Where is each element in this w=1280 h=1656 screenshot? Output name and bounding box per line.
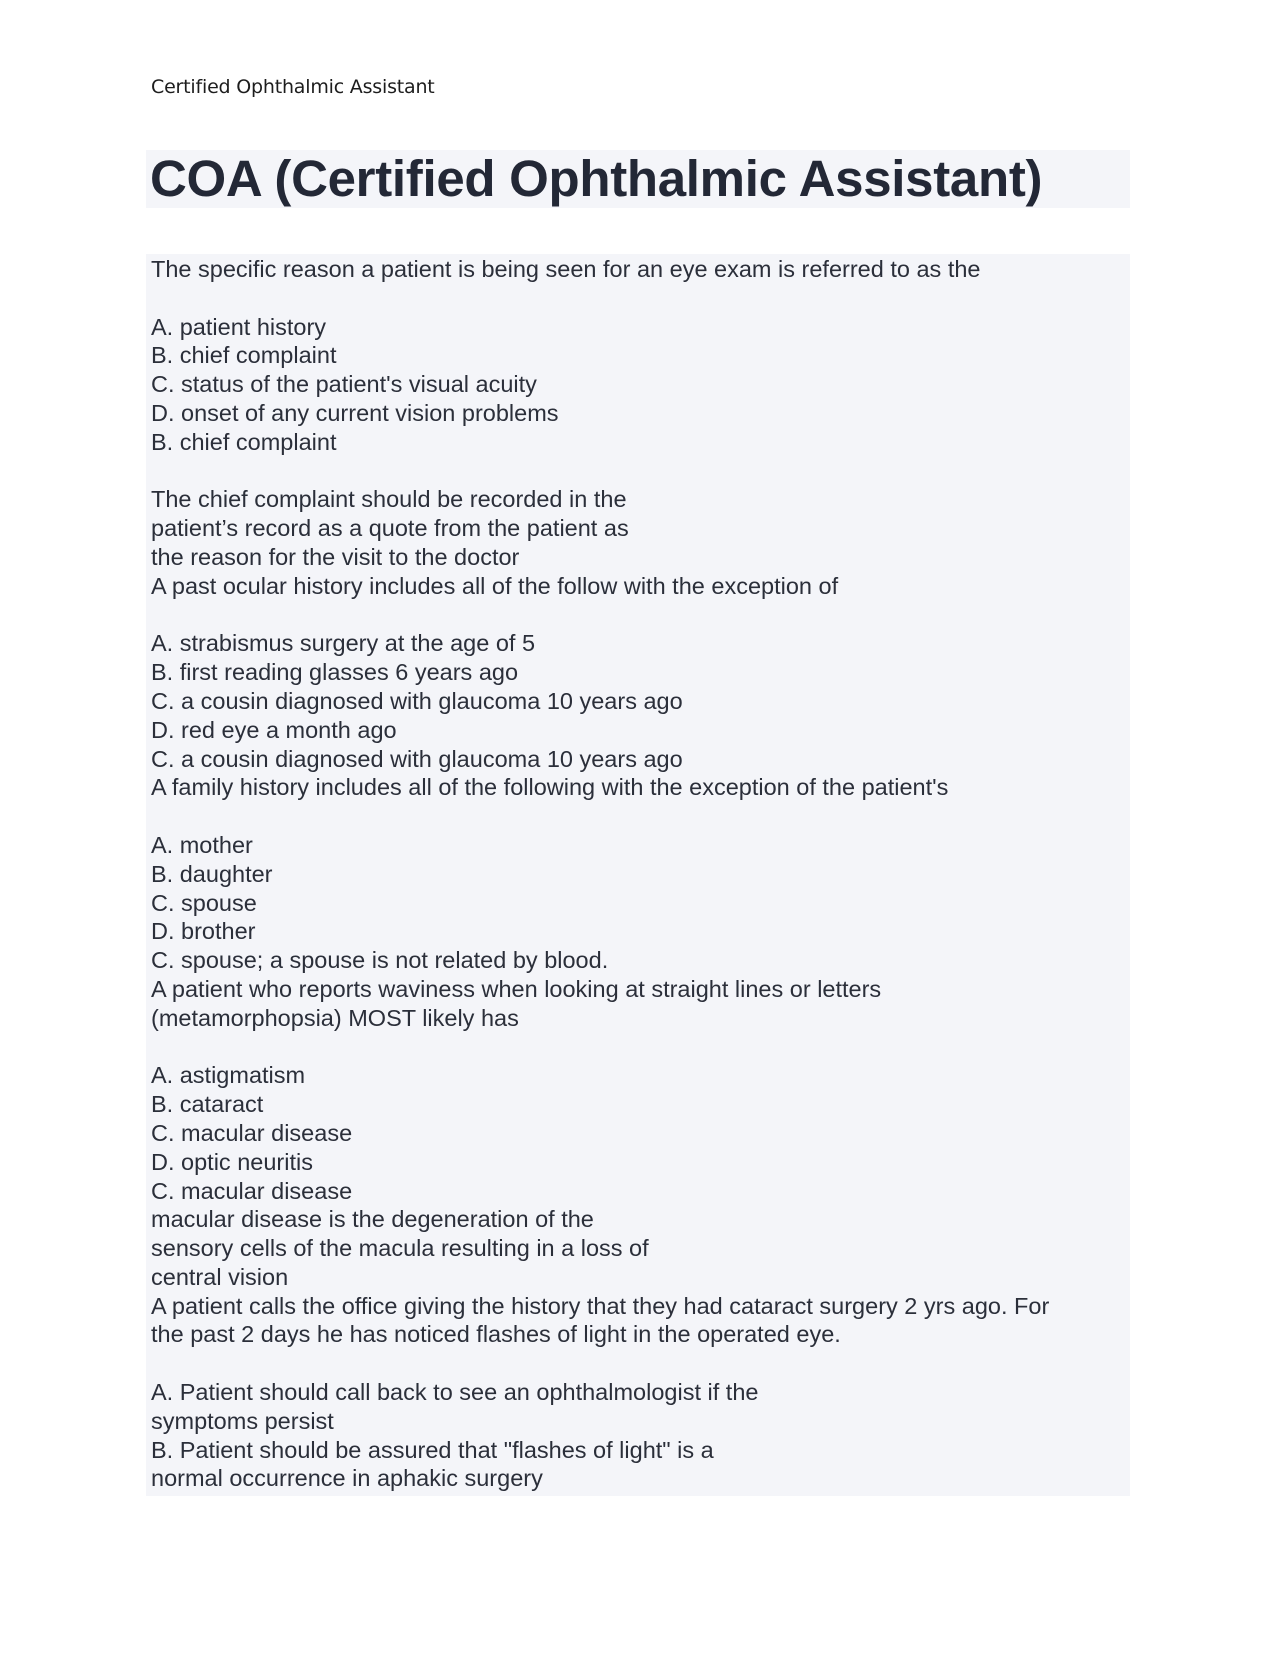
answer-option: B. Patient should be assured that "flashes of light" is a: [151, 1436, 714, 1463]
question-block: [151, 975, 1127, 1292]
running-header: Certified Ophthalmic Assistant: [151, 76, 435, 98]
answer-option: A. Patient should call back to see an ophthalmologist if the: [151, 1379, 759, 1406]
answer-option: C. a cousin diagnosed with glaucoma 10 years ago: [151, 687, 683, 714]
answer-option: D. optic neuritis: [151, 1148, 313, 1175]
explanation-text: macular disease is the degeneration of the: [151, 1206, 594, 1233]
answer-option: symptoms persist: [151, 1407, 334, 1434]
explanation-text: sensory cells of the macula resulting in a loss of: [151, 1235, 649, 1262]
spacer: [151, 601, 1127, 630]
answer-option: D. onset of any current vision problems: [151, 399, 559, 426]
explanation-text: The chief complaint should be recorded in the: [151, 486, 627, 513]
answer-option: A. patient history: [151, 313, 327, 340]
correct-answer: C. a cousin diagnosed with glaucoma 10 years ago: [151, 745, 683, 772]
answer-option: D. brother: [151, 918, 256, 945]
question-block: [151, 773, 1127, 975]
answer-option: A. strabismus surgery at the age of 5: [151, 630, 536, 657]
answer-option: B. cataract: [151, 1091, 264, 1118]
explanation-text: patient’s record as a quote from the patient as: [151, 515, 629, 542]
question-text: A past ocular history includes all of the follow with the exception of: [151, 572, 839, 599]
answer-option: C. status of the patient's visual acuity: [151, 371, 537, 398]
question-text: (metamorphopsia) MOST likely has: [151, 1004, 519, 1031]
question-text: A patient who reports waviness when looking at straight lines or letters: [151, 975, 882, 1002]
correct-answer: C. spouse; a spouse is not related by blood.: [151, 947, 609, 974]
answer-option: B. first reading glasses 6 years ago: [151, 659, 519, 686]
question-block: [151, 572, 1127, 774]
explanation-text: central vision: [151, 1263, 289, 1290]
spacer: [151, 1349, 1127, 1378]
flashcard-content: [151, 255, 1127, 1493]
answer-option: B. daughter: [151, 860, 273, 887]
question-block: [151, 255, 1127, 572]
spacer: [151, 1033, 1127, 1062]
spacer: [151, 802, 1127, 831]
spacer: [151, 284, 1127, 313]
answer-option: B. chief complaint: [151, 342, 337, 369]
explanation-text: the reason for the visit to the doctor: [151, 543, 520, 570]
question-text: the past 2 days he has noticed flashes of light in the operated eye.: [151, 1321, 841, 1348]
answer-option: C. macular disease: [151, 1119, 353, 1146]
answer-option: C. spouse: [151, 889, 257, 916]
question-text: A family history includes all of the following with the exception of the patient's: [151, 774, 949, 801]
answer-option: D. red eye a month ago: [151, 716, 397, 743]
answer-option: normal occurrence in aphakic surgery: [151, 1465, 543, 1492]
correct-answer: C. macular disease: [151, 1177, 353, 1204]
answer-option: A. astigmatism: [151, 1062, 306, 1089]
correct-answer: B. chief complaint: [151, 428, 337, 455]
spacer: [151, 457, 1127, 486]
question-text: A patient calls the office giving the history that they had cataract surgery 2 yrs ago. For: [151, 1292, 1050, 1319]
question-text: The specific reason a patient is being seen for an eye exam is referred to as the: [151, 256, 981, 282]
question-block: [151, 1292, 1127, 1494]
answer-option: A. mother: [151, 831, 253, 858]
document-title: COA (Certified Ophthalmic Assistant): [150, 150, 1043, 207]
